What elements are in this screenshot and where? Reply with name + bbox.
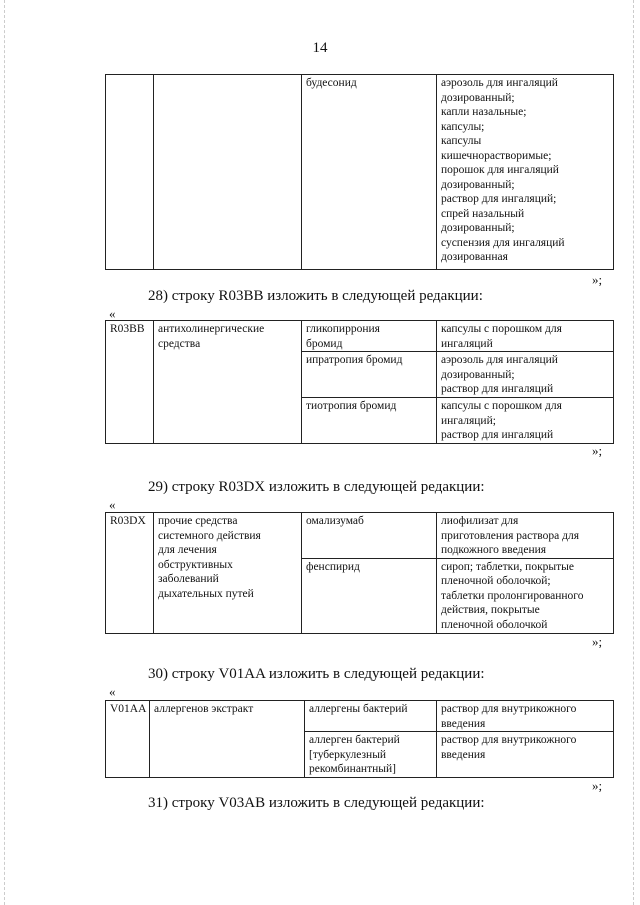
cell-form: капсулы с порошком для ингаляций bbox=[437, 321, 614, 352]
cell-drug: омализумаб bbox=[302, 513, 437, 559]
cell-drug: тиотропия бромид bbox=[302, 398, 437, 444]
table-row bbox=[106, 75, 614, 270]
cell-group: аллергенов экстракт bbox=[150, 701, 305, 778]
cell-form: раствор для внутрикожного введения bbox=[437, 701, 614, 732]
closing-quote: »; bbox=[592, 778, 603, 793]
cell-drug: будесонид bbox=[302, 75, 437, 270]
scan-edge-left bbox=[4, 0, 5, 905]
cell-code: V01AA bbox=[106, 701, 150, 778]
cell-form: капсулы с порошком для ингаляций; раствор для ингаляций bbox=[437, 398, 614, 444]
cell-drug: аллерген бактерий [туберкулезный рекомбинантный] bbox=[305, 732, 437, 778]
closing-quote: »; bbox=[592, 443, 603, 458]
table-r03dx bbox=[105, 512, 614, 634]
cell-drug: гликопиррония бромид bbox=[302, 321, 437, 352]
table-row bbox=[106, 701, 614, 732]
table-r03bb bbox=[105, 320, 614, 444]
scan-edge-right bbox=[633, 0, 634, 905]
cell-form: раствор для внутрикожного введения bbox=[437, 732, 614, 778]
table-v01aa bbox=[105, 700, 614, 778]
table-budesonide bbox=[105, 74, 614, 270]
opening-quote: « bbox=[109, 684, 116, 699]
amendment-heading: 29) строку R03DX изложить в следующей редакции: bbox=[148, 479, 485, 495]
table-row bbox=[106, 513, 614, 559]
cell-form: сироп; таблетки, покрытые пленочной оболочкой; таблетки пролонгированного действия, покрытые пленочной оболочкой bbox=[437, 558, 614, 633]
cell-code: R03BB bbox=[106, 321, 154, 444]
closing-quote: »; bbox=[592, 634, 603, 649]
opening-quote: « bbox=[109, 306, 116, 321]
table-row bbox=[106, 321, 614, 352]
closing-quote: »; bbox=[592, 272, 603, 287]
cell-drug: ипратропия бромид bbox=[302, 352, 437, 398]
cell-drug: аллергены бактерий bbox=[305, 701, 437, 732]
cell-group bbox=[154, 75, 302, 270]
opening-quote: « bbox=[109, 497, 116, 512]
cell-group: антихолинергические средства bbox=[154, 321, 302, 444]
cell-code bbox=[106, 75, 154, 270]
cell-form: лиофилизат для приготовления раствора для подкожного введения bbox=[437, 513, 614, 559]
cell-form: аэрозоль для ингаляций дозированный; капли назальные; капсулы; капсулы кишечнорастворимые; порошок для ингаляций дозированный; раствор для ингаляций; спрей назальный дозированный; суспензия для ингаляций дозированная bbox=[437, 75, 614, 270]
cell-form: аэрозоль для ингаляций дозированный; раствор для ингаляций bbox=[437, 352, 614, 398]
cell-drug: фенспирид bbox=[302, 558, 437, 633]
page-number: 14 bbox=[312, 40, 328, 56]
amendment-heading: 30) строку V01AA изложить в следующей редакции: bbox=[148, 666, 485, 682]
cell-group: прочие средства системного действия для лечения обструктивных заболеваний дыхательных путей bbox=[154, 513, 302, 634]
cell-code: R03DX bbox=[106, 513, 154, 634]
amendment-heading: 28) строку R03BB изложить в следующей редакции: bbox=[148, 288, 483, 304]
amendment-heading: 31) строку V03AB изложить в следующей редакции: bbox=[148, 795, 485, 811]
